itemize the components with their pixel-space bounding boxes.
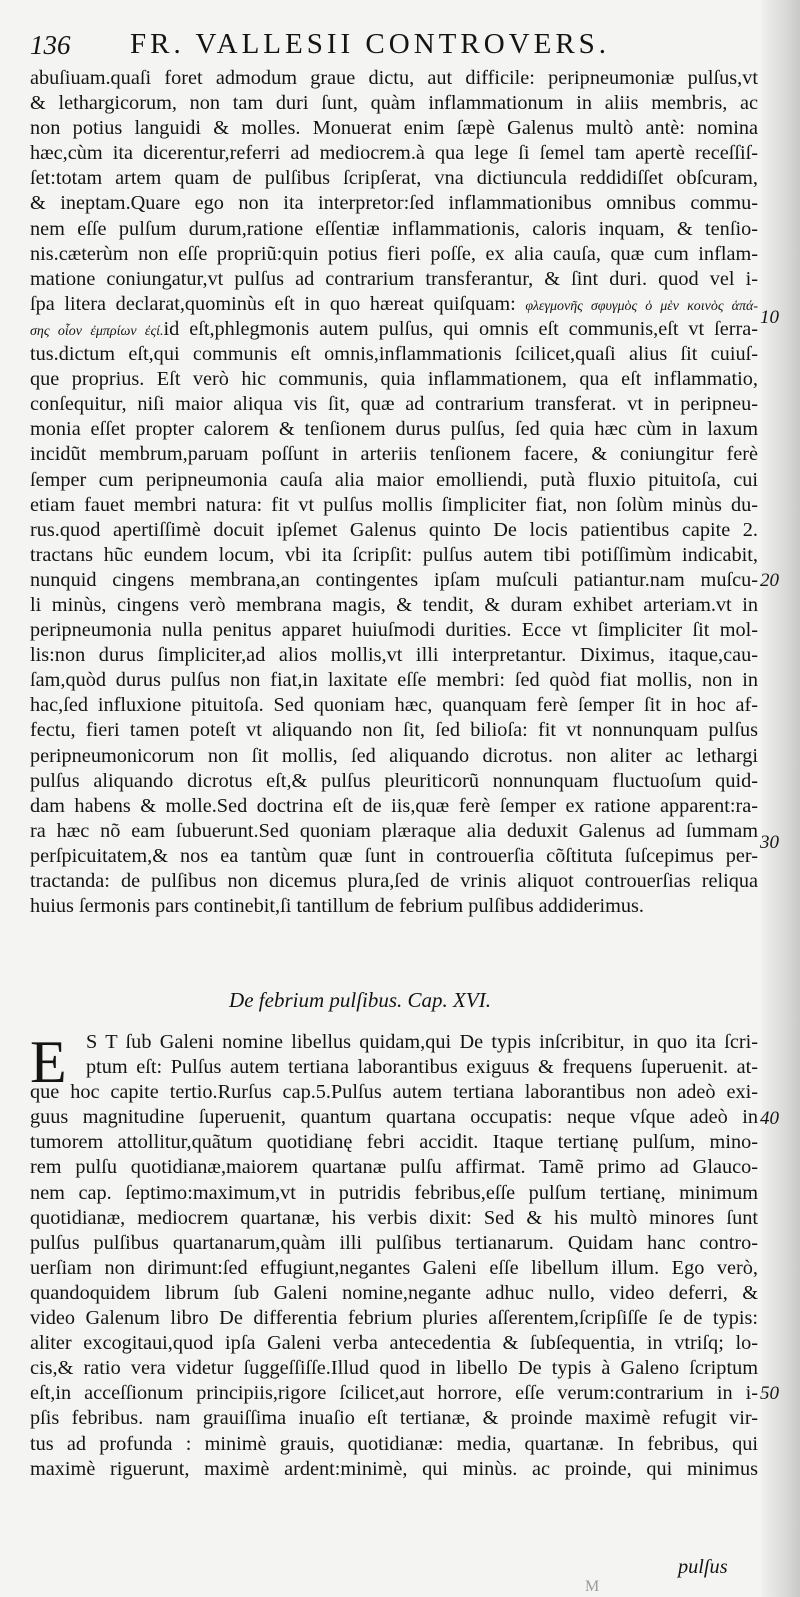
text-line: abuſiuam.quaſi foret admodum graue dictu, aut difficile: peripneumoniæ pulſus,vt (30, 67, 758, 89)
text-line: fectu, fieri tamen poteſt vt aliquando non ſit, ſed bilioſa: fit vt nonnunquam pulſus (30, 719, 758, 742)
text-line: hac,ſed influxione pituitoſa. Sed quoniam hæc, quanquam ferè ſemper ſit in hoc af- (30, 694, 758, 717)
text-line: tractans hũc eundem locum, vbi ita ſcripſit: pulſus autem tibi potiſſimùm indicabit, (30, 543, 758, 566)
greek-quotation: σης οἷον ἐμπρίων ἐςί. (30, 323, 164, 339)
text-line: hæc,cùm ita dicerentur,referri ad mediocrem.à qua lege ſi ſemel tam apertè receſſiſ- (30, 142, 758, 165)
text-line: nem eſſe pulſum durum,ratione eſſentiæ inflammationis, caloris inquam, & tenſio- (30, 217, 758, 240)
text-line: rem pulſu quotidianæ,maiorem quartanæ pulſu affirmat. Tamẽ primo ad Glauco- (30, 1156, 758, 1179)
signature-mark: M (585, 1578, 600, 1595)
text-line: nem cap. ſeptimo:maximum,vt in putridis febribus,eſſe pulſum tertianę, minimum (30, 1181, 758, 1204)
text-line: ſam,quòd durus pulſus non fiat,in laxitate eſſe membri: ſed quòd fiat mollis, non in (30, 669, 758, 692)
page-gutter-shadow (762, 0, 800, 1597)
text-line: rus.quod apertiſſimè docuit ipſemet Galenus quinto De locis patientibus capite 2. (30, 518, 758, 541)
text-line: quotidianæ, mediocrem quartanæ, his verbis dixit: Sed & his multò minores ſunt (30, 1206, 758, 1229)
text-line: li minùs, cingens verò membrana magis, & tendit, & duram exhibet arteriam.vt in (30, 593, 758, 616)
text-line: huius ſermonis pars continebit,ſi tantillum de febrium pulſibus addiderimus. (30, 895, 644, 918)
text-line: ra hæc nõ eam ſubuerunt.Sed quoniam plæraque alia deduxit Galenus ad ſummam (30, 819, 758, 842)
text-line: nis.cæterùm non eſſe propriũ:quin potius fieri poſſe, ex alia cauſa, quæ cum inflam- (30, 242, 758, 265)
text-line: pſis febribus. nam grauiſſima inuaſio eſt tertianæ, & proinde maximè refugit vir- (30, 1407, 758, 1430)
text-line: dam habens & molle.Sed doctrina eſt de iis,quæ ferè ſemper ex ratione apparent:ra- (30, 794, 758, 817)
text-line: peripneumonicorum non ſit mollis, ſed aliquando dicrotus. non aliter ac lethargi (30, 744, 758, 767)
text-line: que proprius. Eſt verò hic communis, quia inflammationem, qua eſt inflammatio, (30, 368, 758, 391)
text-line: pulſus aliquando dicrotus eſt,& pulſus pleuriticorũ nonnunquam fluctuoſum quid- (30, 769, 758, 792)
catchword: pulſus (678, 1556, 728, 1578)
text-line: guus magnitudine ſuperuenit, quantum quartana occupatis: neque vſque adeò in (30, 1106, 758, 1129)
text-line-with-greek (30, 317, 758, 342)
text-line: pulſus pulſibus quartanarum,quàm illi pulſibus tertianarum. Quidam hanc contro- (30, 1231, 758, 1254)
text-line-with-greek (30, 292, 758, 317)
latin-text: ſpa litera declarat,quominùs eſt in quo hæreat quiſquam: (30, 292, 516, 315)
text-line: monia eſſet propter calorem & tenſionem durus pulſus, ſed quia hæc cùm in laxum (30, 418, 758, 441)
text-line: lis:non durus ſimpliciter,ad alios mollis,vt illi interpretantur. Diximus, itaque,cau- (30, 644, 758, 667)
text-line: tus.dictum eſt,qui communis eſt omnis,inflammationis ſcilicet,quaſi alius ſit cuiuſ- (30, 343, 758, 366)
text-line: uerſiam non dirimunt:ſed effugiunt,negantes Galeni eſſe libellum illum. Ego verò, (30, 1256, 758, 1279)
text-line: cis,& ratio vera videtur ſuggeſſiſſe.Illud quod in libello De typis à Galeno ſcriptum (30, 1357, 758, 1380)
text-line: peripneumonia nulla penitus apparet huiuſmodi durities. Ecce vt ſimpliciter ſit mol- (30, 619, 758, 642)
text-line: & lethargicorum, non tam duri ſunt, quàm inflammationum in aliis membris, ac (30, 92, 758, 115)
text-line: eſt,in acceſſionum principiis,rigore ſcilicet,aut horrore, eſſe verum:contrarium in i- (30, 1382, 758, 1405)
margin-number-20: 20 (760, 570, 779, 591)
text-line: aliter excogitaui,quod ipſa Galeni verba antecedentia & ſubſequentia, in vtriſq; lo- (30, 1332, 758, 1355)
text-block-1 (30, 66, 758, 919)
text-line: S T ſub Galeni nomine libellus quidam,qui De typis inſcribitur, in quo ita ſcri- (86, 1031, 758, 1053)
text-line: tus ad profunda : minimè grauis, quotidianæ: media, quartanæ. In febribus, qui (30, 1432, 758, 1455)
text-line: que hoc capite tertio.Rurſus cap.5.Pulſus autem tertiana laborantibus non adeò exi- (30, 1081, 758, 1104)
chapter-heading: De febrium pulſibus. Cap. XVI. (229, 988, 491, 1012)
text-line: nunquid cingens membrana,an contingentes ipſam muſculi patiantur.nam muſcu- (30, 568, 758, 591)
page-header (30, 24, 690, 64)
margin-number-10: 10 (760, 307, 779, 328)
text-line: incidũt membrum,paruam poſſunt in arteriis tenſionem facere, & coniungitur ferè (30, 443, 758, 466)
text-line: perſpicuitatem,& nos ea tantùm quæ ſunt in controuerſia cõſtituta ſuſcepimus per- (30, 844, 758, 867)
text-line: ſet:totam artem quam de pulſibus ſcripſerat, vna dictiuncula reddidiſſet obſcuram, (30, 167, 758, 190)
text-line: conſequitur, niſi maior aliqua vis ſit, quæ ad contrarium transferat. vt in peripneu- (30, 393, 758, 416)
text-line: tumorem attollitur,quãtum quotidianę febri accidit. Itaque tertianę pulſum, mino- (30, 1131, 758, 1154)
greek-quotation: φλεγμονῆς σφυγμὸς ὁ μὲν κοινὸς ἁπά- (525, 298, 758, 314)
page-number: 136 (30, 30, 71, 60)
running-head: FR. VALLESII CONTROVERS. (130, 28, 611, 60)
margin-number-30: 30 (760, 832, 779, 853)
margin-number-40: 40 (760, 1108, 779, 1129)
text-line: etiam fauet membri natura: fit vt pulſus mollis ſimpliciter fiat, non ſolùm minùs du- (30, 493, 758, 516)
text-line: maximè riguerunt, maximè ardent:minimè, qui minùs. ac proinde, qui minimus (30, 1457, 758, 1480)
text-line: quandoquidem librum ſub Galeni nomine,negante adhuc nullo, video deferri, & (30, 1281, 758, 1304)
text-line: matione coniungatur,vt pulſus ad contrarium transferantur, & ſint duri. quod vel i- (30, 267, 758, 290)
text-line: ptum eſt: Pulſus autem tertiana laborantibus exiguus & frequens ſuperuenit. at- (86, 1056, 758, 1079)
text-line: tractanda: de pulſibus non dicemus plura,ſed de vrinis aliquot controuerſias reliqua (30, 870, 758, 892)
text-line: ſemper cum peripneumonia cauſa alia maior emolliendi, putà fluxio pituitoſa, cui (30, 468, 758, 491)
drop-capital: E (30, 1029, 67, 1095)
latin-text: id eſt,phlegmonis autem pulſus, qui omnis eſt communis,eſt vt ſerra- (163, 317, 758, 340)
text-line: video Galenum libro De differentia febrium pluries aſſerentem,ſcripſiſſe ſe de typis: (30, 1307, 758, 1330)
text-line: non potius languidi & molles. Monuerat enim ſæpè Galenus multò antè: nomina (30, 117, 758, 140)
text-line: & ineptam.Quare ego non ita interpretor:ſed inflammationibus omnibus commu- (30, 192, 758, 215)
margin-number-50: 50 (760, 1383, 779, 1404)
text-block-2 (30, 1030, 758, 1482)
